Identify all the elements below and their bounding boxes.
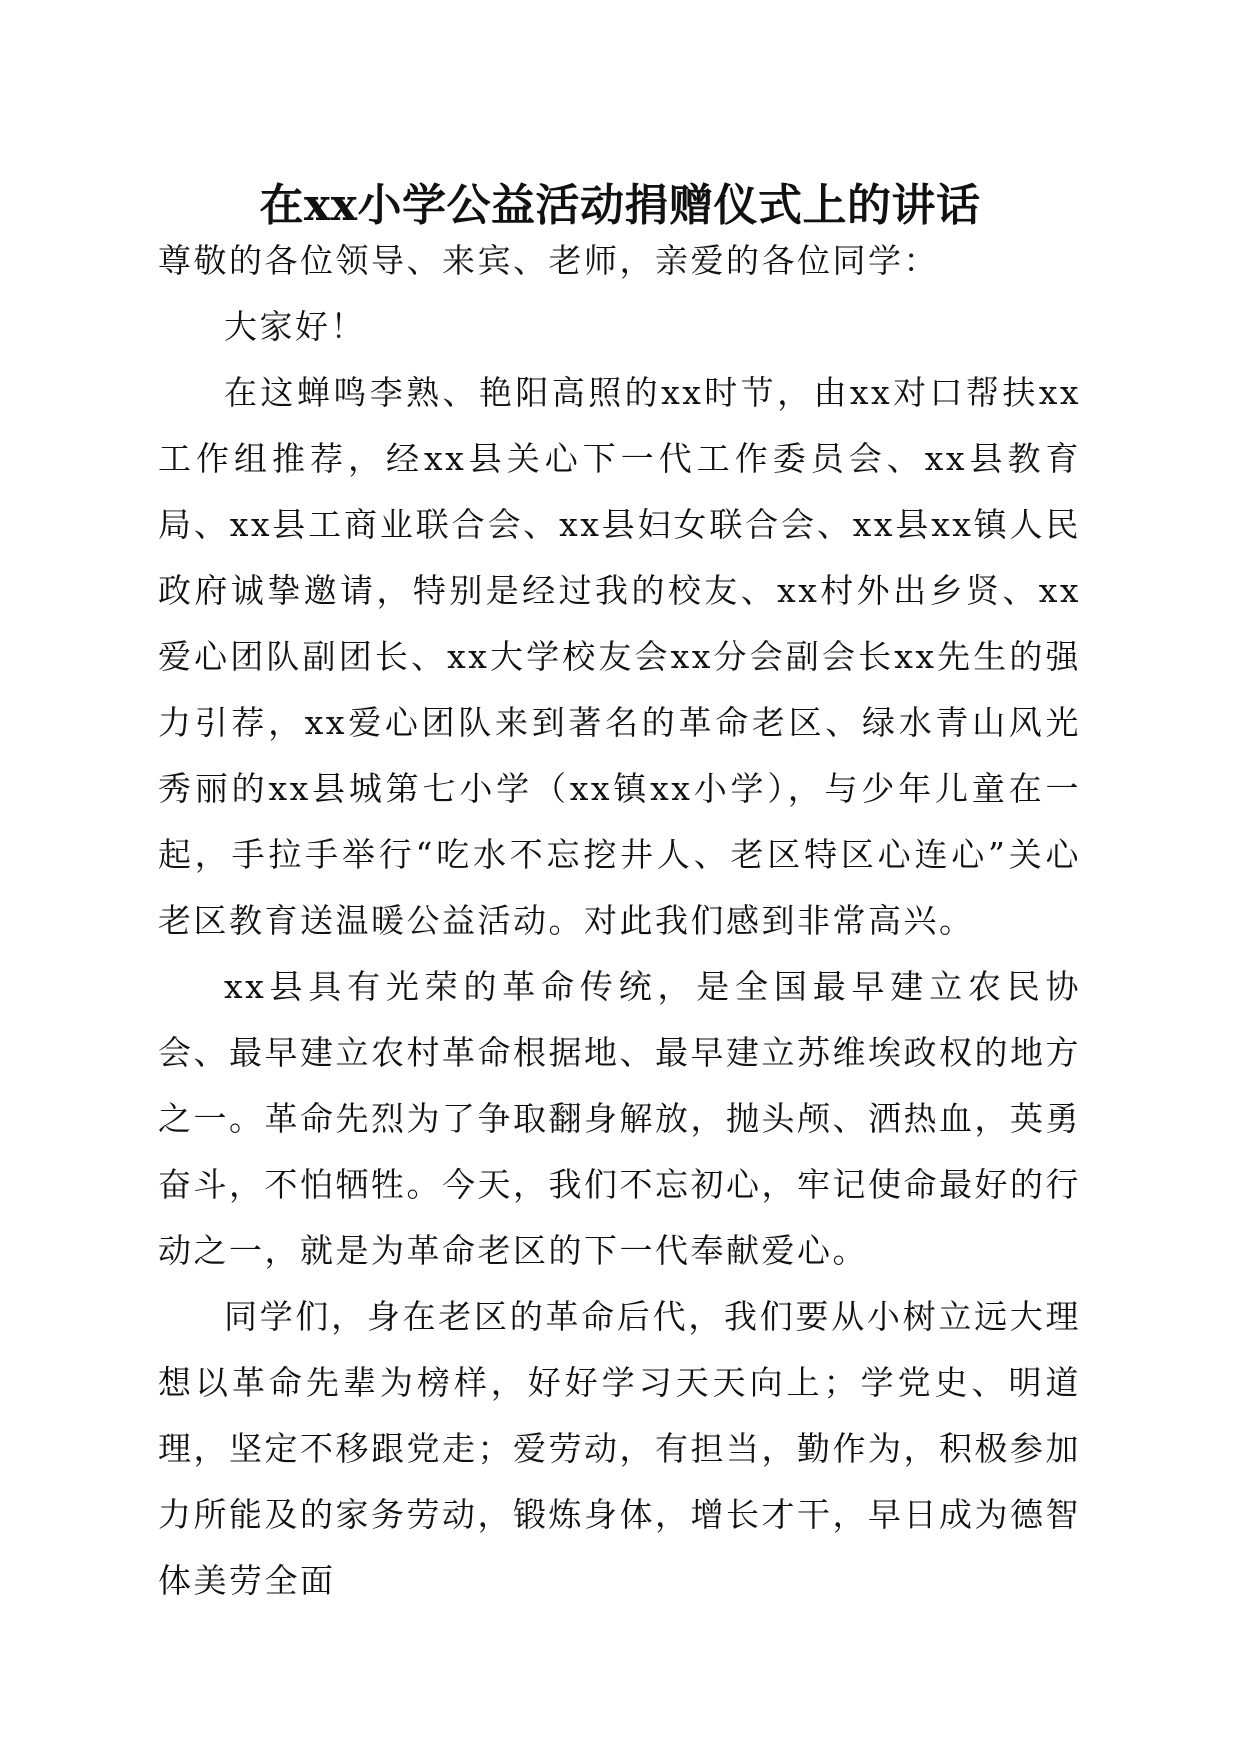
body-paragraph: xx县具有光荣的革命传统，是全国最早建立农民协会、最早建立农村革命根据地、最早建立苏维埃政权的地方之一。革命先烈为了争取翻身解放，抛头颅、洒热血，英勇奋斗，不怕牺牲。今天，我们不忘初心，牢记使命最好的行动之一，就是为革命老区的下一代奉献爱心。 — [158, 967, 1081, 1270]
body-paragraph: 同学们，身在老区的革命后代，我们要从小树立远大理想以革命先辈为榜样，好好学习天天向上；学党史、明道理，坚定不移跟党走；爱劳动，有担当，勤作为，积极参加力所能及的家务劳动，锻炼身体，增长才干，早日成为德智体美劳全面 — [158, 1297, 1081, 1600]
body-paragraph: 在这蝉鸣李熟、艳阳高照的xx时节，由xx对口帮扶xx工作组推荐，经xx县关心下一代工作委员会、xx县教育局、xx县工商业联合会、xx县妇女联合会、xx县xx镇人民政府诚挚邀请，特别是经过我的校友、xx村外出乡贤、xx爱心团队副团长、xx大学校友会xx分会副会长xx先生的强力引荐，xx爱心团队来到著名的革命老区、绿水青山风光秀丽的xx县城第七小学（xx镇xx小学），与少年儿童在一起，手拉手举行“吃水不忘挖井人、老区特区心连心”关心老区教育送温暖公益活动。对此我们感到非常高兴。 — [158, 373, 1081, 940]
document-title: 在xx小学公益活动捐赠仪式上的讲话 — [259, 180, 981, 231]
greeting-paragraph: 大家好！ — [224, 307, 366, 346]
document-body — [158, 228, 1081, 1614]
salutation: 尊敬的各位领导、来宾、老师，亲爱的各位同学： — [158, 241, 939, 280]
